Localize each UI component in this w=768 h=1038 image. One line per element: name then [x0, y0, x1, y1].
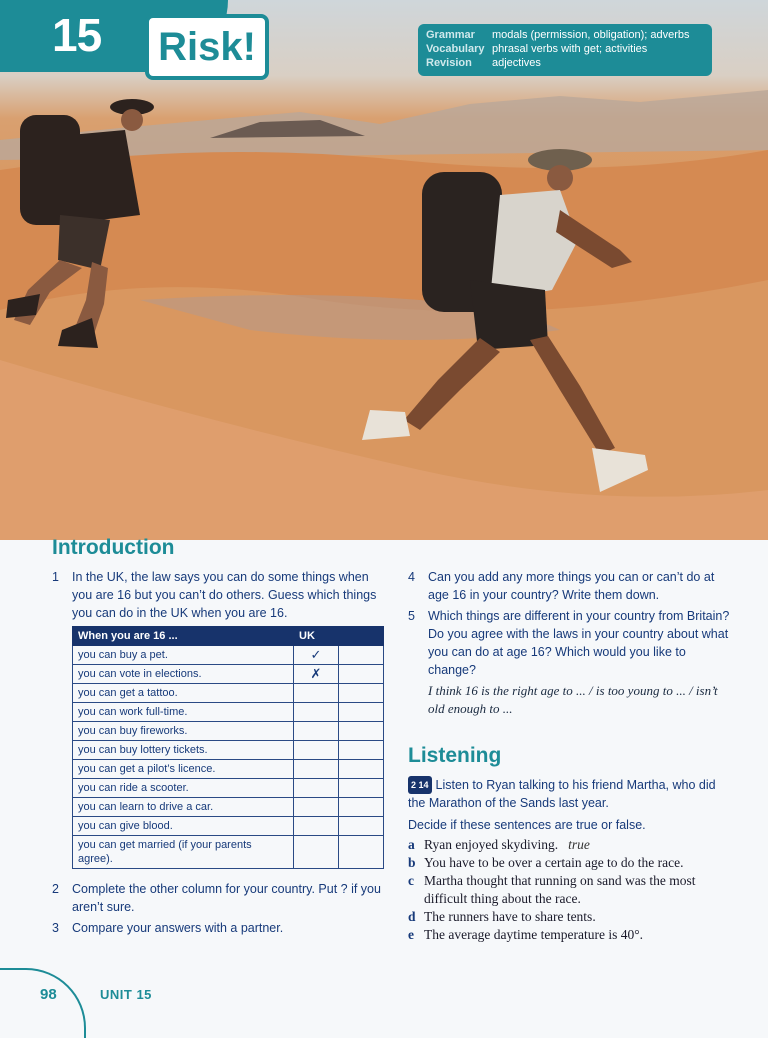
table-cell-uk[interactable] [294, 779, 339, 798]
list-item [408, 872, 728, 908]
table-cell-uk[interactable] [294, 817, 339, 836]
statement-text: Ryan enjoyed skydiving. [424, 837, 559, 852]
example-sentence: I think 16 is the right age to ... / is too young to ... / isn’t old enough to ... [428, 683, 718, 716]
table-row [73, 646, 384, 665]
statement-letter: c [408, 873, 414, 888]
table-header-activity: When you are 16 ... [73, 627, 294, 646]
exercise-number: 5 [408, 609, 415, 623]
exercise-number: 4 [408, 570, 415, 584]
unit-number: 15 [52, 9, 102, 61]
table-row [73, 779, 384, 798]
table-row [73, 703, 384, 722]
info-label: Grammar [426, 29, 475, 41]
table-cell-activity: you can buy a pet. [73, 646, 294, 665]
info-row-grammar [426, 28, 704, 42]
exercise-number: 2 [52, 882, 59, 896]
table-cell-uk[interactable] [294, 703, 339, 722]
table-cell-activity: you can ride a scooter. [73, 779, 294, 798]
table-cell-uk[interactable] [294, 722, 339, 741]
info-row-vocabulary [426, 42, 704, 56]
exercise-text: Which things are different in your country from Britain? Do you agree with the laws in your country about what you can do at age 16? Which would you like to change? [428, 609, 730, 677]
table-cell-country[interactable] [339, 703, 384, 722]
info-label: Vocabulary [426, 43, 485, 55]
audio-cd-number: 2 [411, 780, 417, 790]
table-cell-country[interactable] [339, 684, 384, 703]
title-box [145, 14, 269, 80]
table-header-uk: UK [294, 627, 339, 646]
statement-letter: b [408, 855, 416, 870]
table-cell-country[interactable] [339, 722, 384, 741]
info-value: adjectives [492, 57, 541, 69]
listening-instruction [408, 776, 732, 812]
info-row-revision [426, 56, 704, 70]
lesson-content [0, 530, 768, 960]
statement-letter: d [408, 909, 416, 924]
table-cell-country[interactable] [339, 817, 384, 836]
table-cell-uk[interactable] [294, 836, 339, 869]
true-false-list [408, 836, 728, 944]
exercise-text: Complete the other column for your country. Put ? if you aren’t sure. [72, 882, 381, 914]
table-cell-activity: you can get married (if your parents agree). [73, 836, 294, 869]
statement-text: You have to be over a certain age to do the race. [424, 855, 684, 870]
table-cell-activity: you can buy lottery tickets. [73, 741, 294, 760]
statement-letter: a [408, 837, 415, 852]
table-cell-uk[interactable] [294, 798, 339, 817]
audio-track-number: 14 [418, 780, 429, 790]
table-row [73, 836, 384, 869]
table-row [73, 665, 384, 684]
footer-arc [0, 968, 86, 1038]
statement-letter: e [408, 927, 414, 942]
table-cell-country[interactable] [339, 665, 384, 684]
table-cell-uk[interactable] [294, 684, 339, 703]
unit-info-box [418, 24, 712, 76]
table-cell-uk[interactable] [294, 741, 339, 760]
statement-text: Martha thought that running on sand was the most difficult thing about the race. [424, 873, 696, 906]
info-label: Revision [426, 57, 472, 69]
statement-text: The average daytime temperature is 40°. [424, 927, 644, 942]
list-item [408, 836, 728, 854]
statement-answer: true [568, 837, 590, 852]
listening-instruction-text: Listen to Ryan talking to his friend Martha, who did the Marathon of the Sands last year. [408, 778, 716, 810]
table-cell-country[interactable] [339, 760, 384, 779]
page-number: 98 [40, 986, 57, 1003]
table-header-country [339, 627, 384, 646]
table-cell-activity: you can vote in elections. [73, 665, 294, 684]
table-cell-country[interactable] [339, 836, 384, 869]
exercise-number: 3 [52, 921, 59, 935]
info-value: modals (permission, obligation); adverbs [492, 29, 690, 41]
table-cell-activity: you can work full-time. [73, 703, 294, 722]
table-cell-activity: you can get a pilot’s licence. [73, 760, 294, 779]
table-row [73, 798, 384, 817]
table-row [73, 817, 384, 836]
listening-task: Decide if these sentences are true or false. [408, 818, 646, 832]
table-row [73, 684, 384, 703]
listening-heading: Listening [408, 744, 502, 767]
table-cell-activity: you can give blood. [73, 817, 294, 836]
page-title: Risk! [158, 24, 256, 69]
table-header-row [73, 627, 384, 646]
table-row [73, 760, 384, 779]
table-row [73, 722, 384, 741]
table-cell-uk[interactable] [294, 760, 339, 779]
table-cell-activity: you can learn to drive a car. [73, 798, 294, 817]
age-rules-table [72, 626, 384, 869]
table-row [73, 741, 384, 760]
statement-text: The runners have to share tents. [424, 909, 596, 924]
exercise-text: In the UK, the law says you can do some things when you are 16 but you can’t do others. Guess which things you can do in the UK when you are 16. [72, 570, 377, 620]
table-cell-uk: ✗ [294, 665, 339, 684]
audio-cd-icon[interactable] [408, 776, 432, 794]
table-cell-country[interactable] [339, 798, 384, 817]
exercise-text: Can you add any more things you can or can’t do at age 16 in your country? Write them down. [428, 570, 715, 602]
exercise-text: Compare your answers with a partner. [72, 921, 284, 935]
info-value: phrasal verbs with get; activities [492, 43, 648, 55]
unit-label: UNIT 15 [100, 987, 152, 1002]
list-item [408, 926, 728, 944]
list-item [408, 908, 728, 926]
list-item [408, 854, 728, 872]
table-cell-country[interactable] [339, 741, 384, 760]
exercise-number: 1 [52, 570, 59, 584]
table-cell-country[interactable] [339, 646, 384, 665]
table-cell-activity: you can buy fireworks. [73, 722, 294, 741]
introduction-heading: Introduction [52, 536, 175, 559]
table-cell-country[interactable] [339, 779, 384, 798]
table-cell-activity: you can get a tattoo. [73, 684, 294, 703]
table-cell-uk: ✓ [294, 646, 339, 665]
